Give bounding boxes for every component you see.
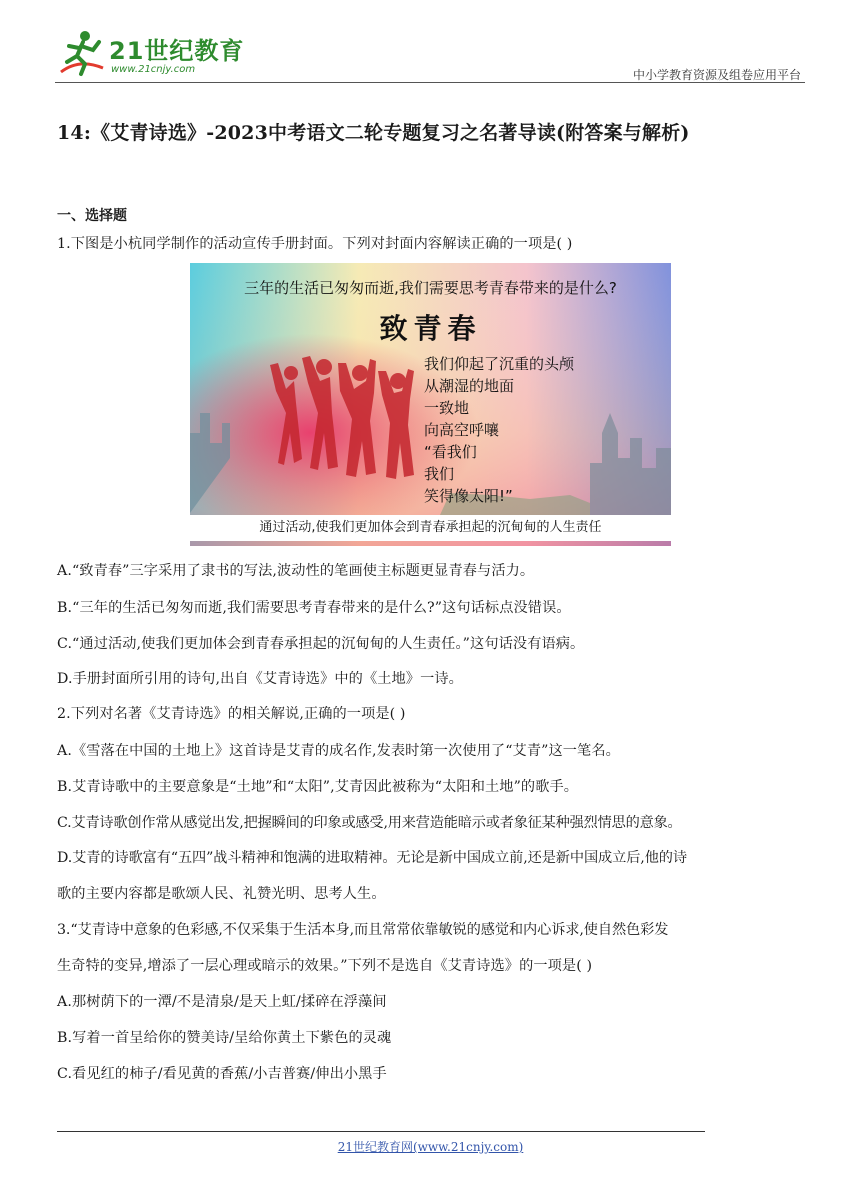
section-heading: 一、选择题 <box>57 208 127 224</box>
cover-bottom-banner: 通过活动,使我们更加体会到青春承担起的沉甸甸的人生责任 <box>190 515 671 541</box>
question-2-stem: 2.下列对名著《艾青诗选》的相关解说,正确的一项是( ) <box>57 706 406 722</box>
footer-link[interactable]: 21世纪教育网(www.21cnjy.com) <box>337 1140 524 1154</box>
question-3-stem-cont: 生奇特的变异,增添了一层心理或暗示的效果。”下列不是选自《艾青诗选》的一项是( ) <box>57 958 593 974</box>
question-3-option-a: A.那树荫下的一潭/不是清泉/是天上虹/揉碎在浮藻间 <box>57 994 387 1010</box>
question-2-option-d-cont: 歌的主要内容都是歌颂人民、礼赞光明、思考人生。 <box>57 886 386 902</box>
footer-divider <box>57 1131 705 1132</box>
poem-line: 从潮湿的地面 <box>424 377 515 395</box>
question-3-stem: 3.“艾青诗中意象的色彩感,不仅采集于生活本身,而且常常依靠敏锐的感觉和内心诉求,使自然色彩发 <box>57 922 669 938</box>
poem-line: 笑得像太阳!” <box>424 487 513 505</box>
question-3-option-b: B.写着一首呈给你的赞美诗/呈给你黄土下紫色的灵魂 <box>57 1030 392 1046</box>
question-3-option-c: C.看见红的柿子/看见黄的香蕉/小吉普赛/伸出小黑手 <box>57 1066 387 1082</box>
question-1-option-c: C.“通过活动,使我们更加体会到青春承担起的沉甸甸的人生责任。”这句话没有语病。 <box>57 636 585 652</box>
question-2-option-c: C.艾青诗歌创作常从感觉出发,把握瞬间的印象或感受,用来营造能暗示或者象征某种强烈情思的意象。 <box>57 815 682 831</box>
platform-name: 中小学教育资源及组卷应用平台 <box>632 68 801 82</box>
cover-poem <box>424 353 574 507</box>
question-2-option-d: D.艾青的诗歌富有“五四”战斗精神和饱满的进取精神。无论是新中国成立前,还是新中国成立后,他的诗 <box>57 850 687 866</box>
question-1-option-d: D.手册封面所引用的诗句,出自《艾青诗选》中的《土地》一诗。 <box>57 671 463 687</box>
runner-logo-icon <box>55 28 109 80</box>
document-title: 14:《艾青诗选》-2023中考语文二轮专题复习之名著导读(附答案与解析) <box>57 122 690 144</box>
cover-title: 致青春 <box>379 312 482 345</box>
question-1-option-a: A.“致青春”三字采用了隶书的写法,波动性的笔画使主标题更显青春与活力。 <box>57 563 535 579</box>
poem-line: 我们 <box>424 465 455 483</box>
cover-top-text: 三年的生活已匆匆而逝,我们需要思考青春带来的是什么? <box>244 279 617 297</box>
poem-line: 向高空呼嚷 <box>424 421 500 439</box>
question-2-option-b: B.艾青诗歌中的主要意象是“土地”和“太阳”,艾青因此被称为“太阳和土地”的歌手。 <box>57 779 579 795</box>
header-divider <box>55 82 805 83</box>
poem-line: 我们仰起了沉重的头颅 <box>424 355 575 373</box>
question-1-option-b: B.“三年的生活已匆匆而逝,我们需要思考青春带来的是什么?”这句话标点没错误。 <box>57 600 571 616</box>
question-2-option-a: A.《雪落在中国的土地上》这首诗是艾青的成名作,发表时第一次使用了“艾青”这一笔名。 <box>57 743 620 759</box>
page-header <box>55 28 805 84</box>
logo-text: 21世纪教育 <box>109 37 245 65</box>
poem-line: 一致地 <box>424 399 470 417</box>
logo-url: www.21cnjy.com <box>111 64 196 75</box>
poem-line: “看我们 <box>424 443 477 461</box>
pamphlet-cover-image <box>190 263 671 546</box>
question-1-stem: 1.下图是小杭同学制作的活动宣传手册封面。下列对封面内容解读正确的一项是( ) <box>57 236 573 252</box>
site-logo[interactable] <box>55 28 245 80</box>
